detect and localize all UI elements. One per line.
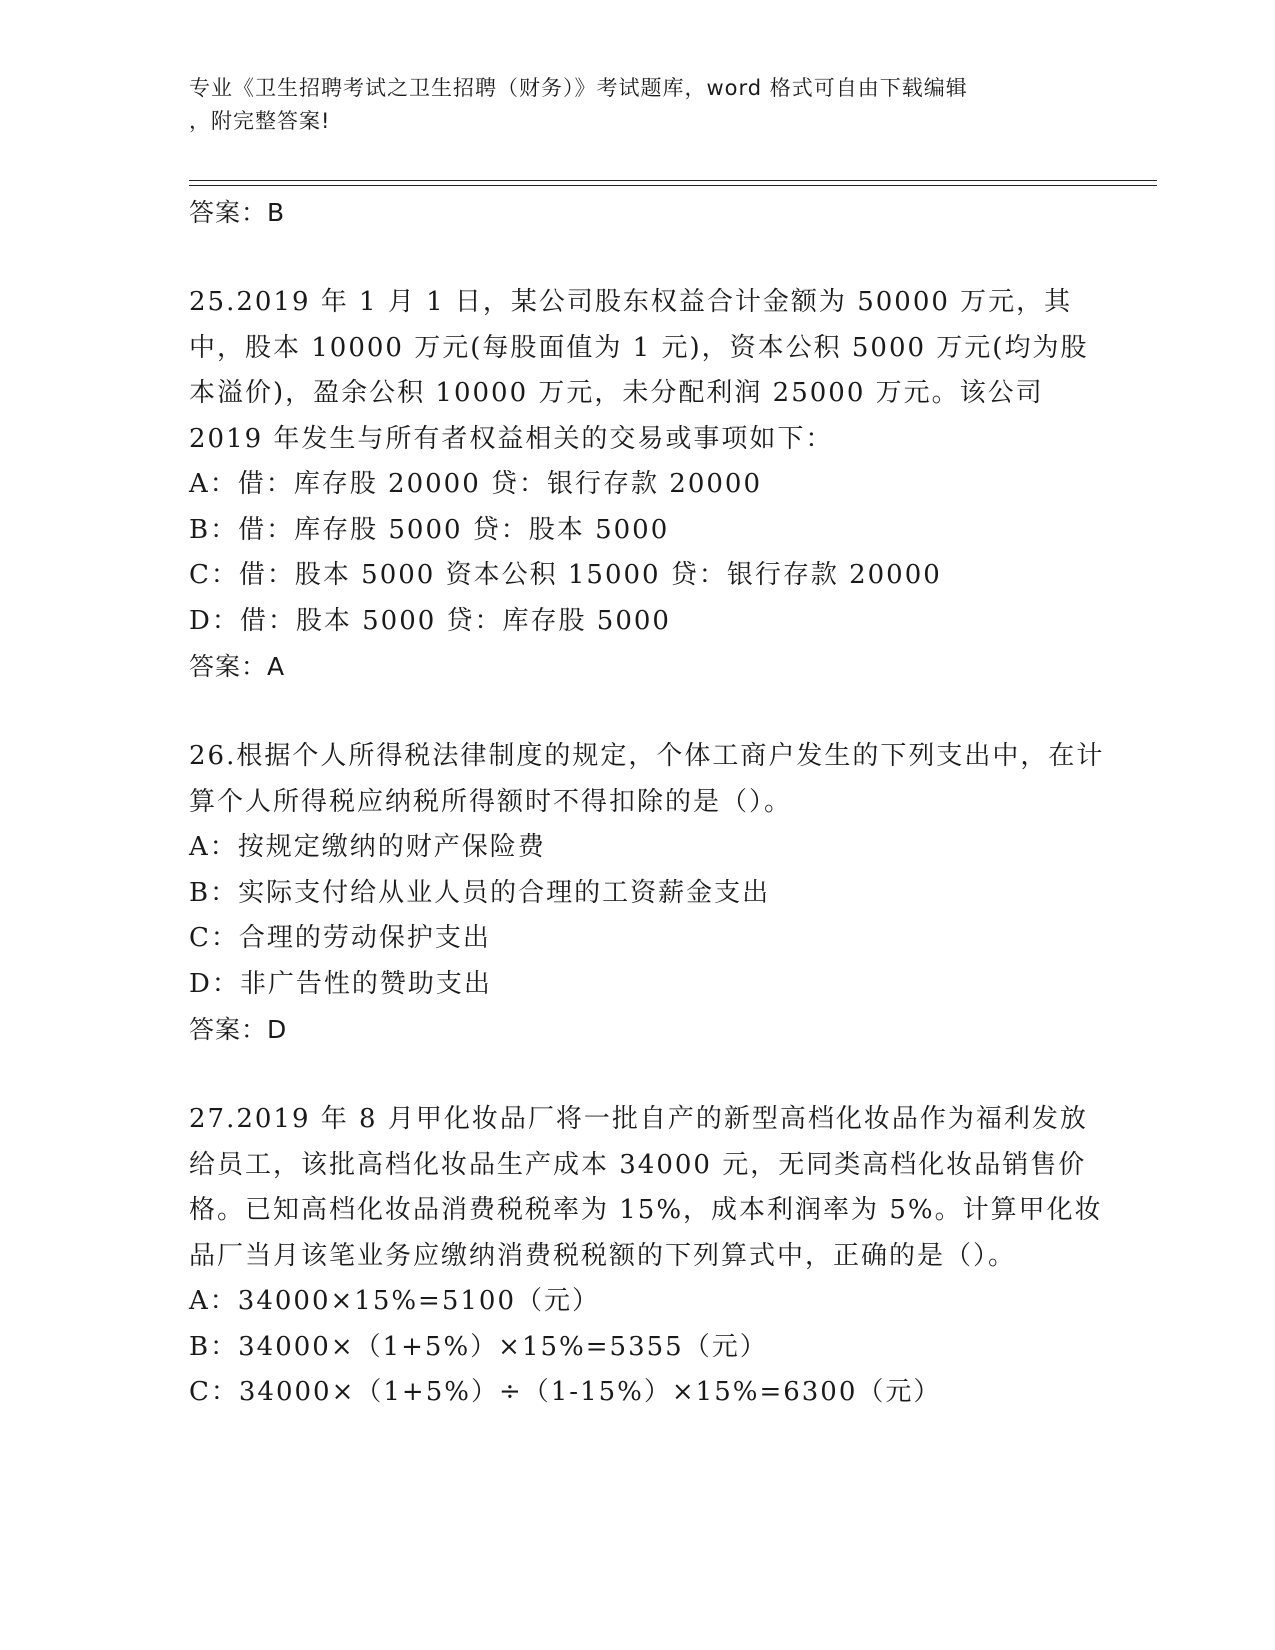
question-25 [189,280,1109,689]
question-25-option-b: B：借：库存股 5000 贷：股本 5000 [189,514,670,545]
header-divider-top [189,180,1157,181]
question-25-option-d: D：借：股本 5000 贷：库存股 5000 [189,605,671,636]
question-25-option-c: C：借：股本 5000 资本公积 15000 贷：银行存款 20000 [189,560,942,590]
answer-24: 答案：B [189,198,286,227]
question-26-option-b: B：实际支付给从业人员的合理的工资薪金支出 [189,877,771,908]
header-divider-bottom [189,185,1157,186]
question-25-text: 25.2019 年 1 月 1 日，某公司股东权益合计金额为 50000 万元，其中，股本 10000 万元(每股面值为 1 元)，资本公积 5000 万元(均为股本溢价)，盈余公积 10000 万元，未分配利润 25000 万元。该公司 2019 年发生与所有者权益相关的交易或事项如下： [189,287,1089,454]
question-26 [189,734,1109,1052]
question-27-option-b: B：34000×（1+5%）×15%=5355（元） [189,1331,768,1362]
question-26-option-a: A：按规定缴纳的财产保险费 [189,832,546,862]
question-26-option-d: D：非广告性的赞助支出 [189,968,492,999]
question-list [189,190,1109,1416]
document-header [189,72,1089,138]
question-26-answer: 答案：D [189,1015,288,1044]
question-25-answer: 答案：A [189,652,286,681]
question-27-option-c: C：34000×（1+5%）÷（1-15%）×15%=6300（元） [189,1377,942,1407]
question-27 [189,1097,1109,1416]
question-25-option-a: A：借：库存股 20000 贷：银行存款 20000 [189,469,762,499]
header-line-1: 专业《卫生招聘考试之卫生招聘（财务）》考试题库，word 格式可自由下载编辑 [189,76,968,100]
header-line-2: ，附完整答案! [189,109,331,133]
question-26-option-c: C：合理的劳动保护支出 [189,923,491,953]
question-27-option-a: A：34000×15%=5100（元） [189,1286,601,1316]
question-26-text: 26.根据个人所得税法律制度的规定，个体工商户发生的下列支出中，在计算个人所得税应纳税所得额时不得扣除的是（）。 [189,741,1105,817]
question-27-text: 27.2019 年 8 月甲化妆品厂将一批自产的新型高档化妆品作为福利发放给员工，该批高档化妆品生产成本 34000 元，无同类高档化妆品销售价格。已知高档化妆品消费税税率为 15%，成本利润率为 5%。计算甲化妆品厂当月该笔业务应缴纳消费税税额的下列算式中，正确的是（）。 [189,1104,1103,1271]
